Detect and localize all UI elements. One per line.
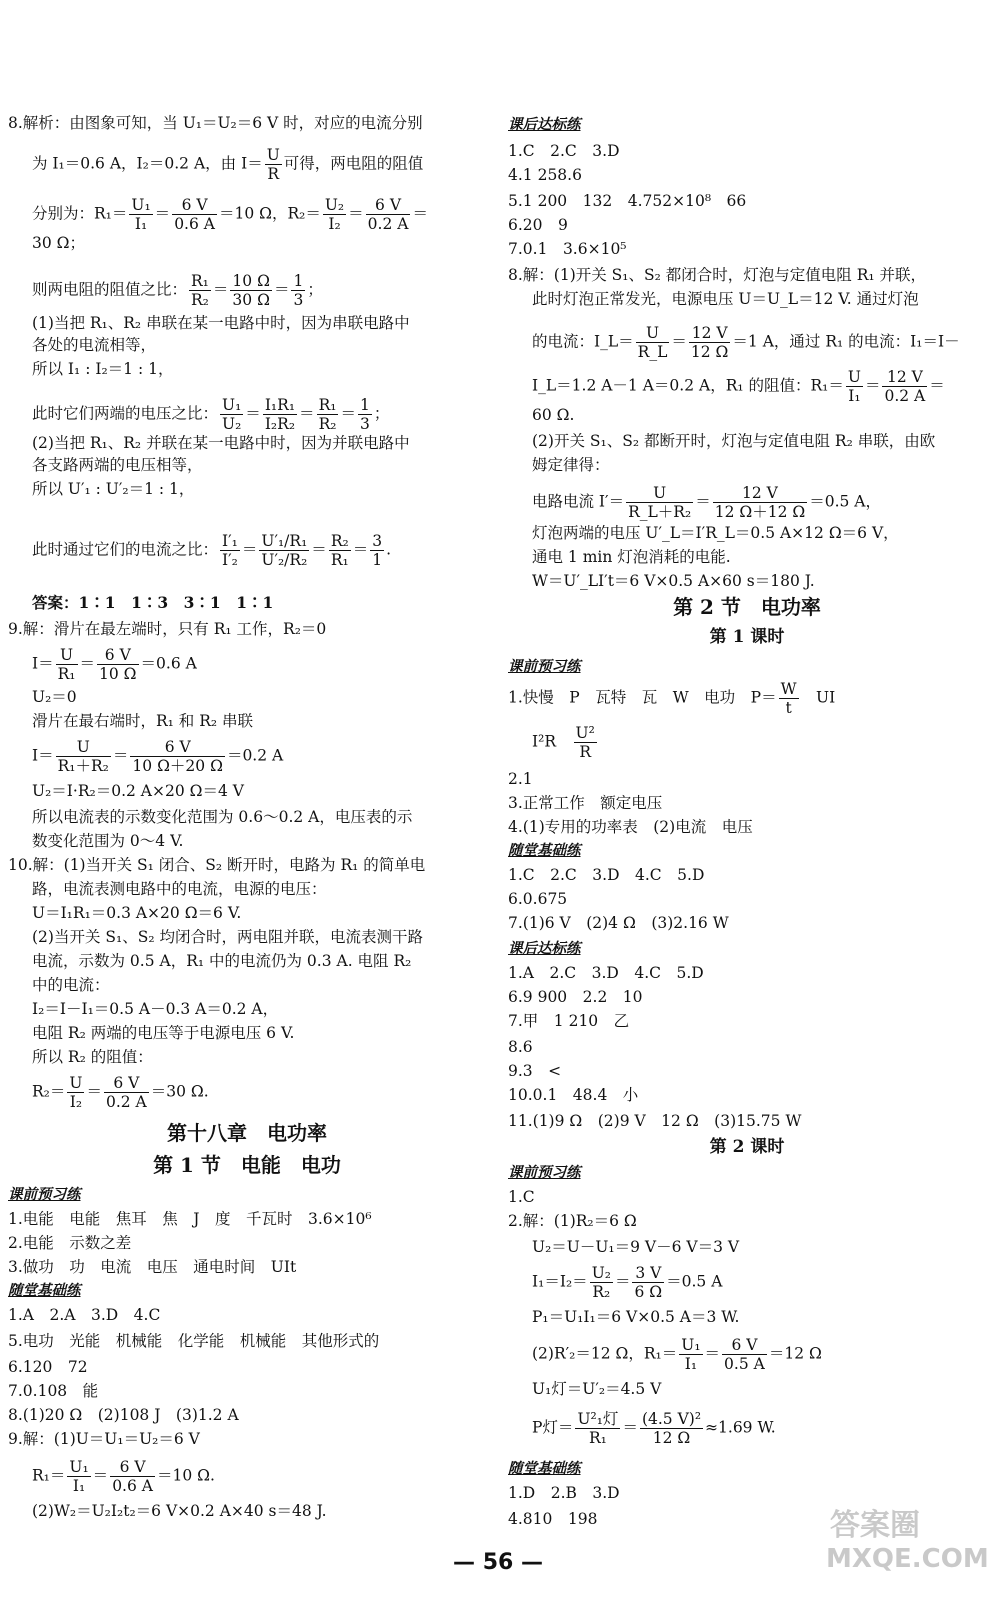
list-item: 1.A 2.C 3.D 4.C 5.D <box>508 964 704 982</box>
q10-line: I₂＝I－I₁＝0.5 A－0.3 A＝0.2 A， <box>32 1000 279 1018</box>
q8-line: 灯泡两端的电压 U′_L＝I′R_L＝0.5 A×12 Ω＝6 V， <box>532 524 899 542</box>
list-item: 6.9 900 2.2 10 <box>508 988 643 1006</box>
q8-line: 8.解：(1)开关 S₁、S₂ 都闭合时，灯泡与定值电阻 R₁ 并联， <box>508 266 927 284</box>
list-item: 3.正常工作 额定电压 <box>508 794 663 812</box>
q10-line: 电流，示数为 0.5 A，R₁ 中的电流仍为 0.3 A. 电阻 R₂ <box>32 952 412 970</box>
list-item: 7.甲 1 210 乙 <box>508 1012 630 1030</box>
q10-line: 路，电流表测电路中的电流，电源的电压： <box>32 880 327 898</box>
q10-line: (2)当开关 S₁、S₂ 均闭合时，两电阻并联，电流表测干路 <box>32 928 423 946</box>
q8-line: 此时通过它们的电流之比： $\frac{\text{I′₁}}{\text{I′₂}}$ ＝ $\frac{\text{U′₁/R₁}}{\text{U′₂/R₂}}$ ＝ $\frac{\text{R₂}}{\text{R₁}}$ ＝ $\frac{3}{1}$ . <box>32 532 392 569</box>
list-item: 11.(1)9 Ω (2)9 V 12 Ω (3)15.75 W <box>508 1112 802 1130</box>
section-title: 第 1 节 电能 电功 <box>153 1153 341 1177</box>
section-label: 随堂基础练 <box>8 1282 81 1299</box>
watermark-logo-text: 答案圈 <box>830 1508 920 1543</box>
q8-line: 30 Ω； <box>32 234 86 252</box>
q9-line: I＝ $\frac{U}{\text{R₁}}$ ＝ $\frac{6 V}{10 \Omega}$ ＝0.6 A <box>32 646 197 683</box>
q10-line: 所以 R₂ 的阻值： <box>32 1048 153 1066</box>
q8-line: (1)当把 R₁、R₂ 串联在某一电路中时，因为串联电路中 <box>32 314 410 332</box>
section-label: 课前预习练 <box>508 1164 581 1181</box>
q9-line: U₂＝0 <box>32 688 77 706</box>
list-item: U₂＝U－U₁＝9 V－6 V＝3 V <box>532 1238 740 1256</box>
list-item: 1.C <box>508 1188 535 1206</box>
list-item: 4.(1)专用的功率表 (2)电流 电压 <box>508 818 753 836</box>
list-item: 1.快慢 P 瓦特 瓦 W 电功 P＝ $\frac{W}{t}$ UI <box>508 680 836 717</box>
q2-line: P₁＝U₁I₁＝6 V×0.5 A＝3 W. <box>532 1308 740 1326</box>
list-item: 2.电能 示数之差 <box>8 1234 132 1252</box>
q2-line: P灯＝ $\frac{\text{U²₁灯}}{\text{R₁}}$ ＝ $\frac{\text{(4.5 V)²}}{12 \Omega}$ ≈1.69 W. <box>532 1410 776 1447</box>
q9-line: 滑片在最右端时，R₁ 和 R₂ 串联 <box>32 712 254 730</box>
q8-line: 则两电阻的阻值之比： $\frac{\text{R₁}}{\text{R₂}}$ ＝ $\frac{10 \Omega}{30 \Omega}$ ＝ $\frac{1}{3}$ ； <box>32 272 323 309</box>
q9-line: 所以电流表的示数变化范围为 0.6～0.2 A，电压表的示 <box>32 808 413 826</box>
list-item: 10.0.1 48.4 小 <box>508 1086 639 1104</box>
list-item: 8.6 <box>508 1038 533 1056</box>
section-label: 课前预习练 <box>8 1186 81 1203</box>
list-item: 1.电能 电能 焦耳 焦 J 度 千瓦时 3.6×10⁶ <box>8 1210 372 1228</box>
list-item: 1.C 2.C 3.D <box>508 142 620 160</box>
q9-line: U₂＝I·R₂＝0.2 A×20 Ω＝4 V <box>32 782 244 800</box>
list-item: 8.(1)20 Ω (2)108 J (3)1.2 A <box>8 1406 239 1424</box>
q8-line: 各处的电流相等， <box>32 336 157 354</box>
list-item: 9.3 < <box>508 1062 562 1080</box>
q8-line: 姆定律得： <box>532 456 610 474</box>
page-number: — 56 — <box>453 1550 543 1575</box>
list-item: 2.解：(1)R₂＝6 Ω <box>508 1212 637 1230</box>
list-item: 1.C 2.C 3.D 4.C 5.D <box>508 866 705 884</box>
list-item: 5.电功 光能 机械能 化学能 机械能 其他形式的 <box>8 1332 380 1350</box>
section-label: 随堂基础练 <box>508 1460 581 1477</box>
q9-line: 数变化范围为 0～4 V. <box>32 832 184 850</box>
q2-line: (2)R′₂＝12 Ω，R₁＝ $\frac{\text{U₁}}{\text{I₁}}$ ＝ $\frac{6 V}{0.5 A}$ ＝12 Ω <box>532 1336 822 1373</box>
q8-line: 电路电流 I′＝ $\frac{U}{\text{R\_L＋R₂}}$ ＝ $\frac{12 V}{12 \Omega+12 \Omega}$ ＝0.5 A， <box>532 484 881 521</box>
section-label: 课后达标练 <box>508 940 581 957</box>
section-label: 随堂基础练 <box>508 842 581 859</box>
q2-line: U₁灯＝U′₂＝4.5 V <box>532 1380 662 1398</box>
q8-line: (2)开关 S₁、S₂ 都断开时，灯泡与定值电阻 R₂ 串联，由欧 <box>532 432 936 450</box>
q8-line: 此时它们两端的电压之比： $\frac{\text{U₁}}{\text{U₂}}$ ＝ $\frac{\text{I₁R₁}}{\text{I₂R₂}}$ ＝ $\frac{\text{R₁}}{\text{R₂}}$ ＝ $\frac{1}{3}$ ； <box>32 396 390 433</box>
q10-line: R₂＝ $\frac{U}{\text{I₂}}$ ＝ $\frac{6 V}{0.2 A}$ ＝30 Ω. <box>32 1074 209 1111</box>
list-item: I²R $\frac{\text{U²}}{R}$ <box>532 724 595 761</box>
chapter-title: 第十八章 电功率 <box>167 1121 327 1145</box>
list-item: 1.A 2.A 3.D 4.C <box>8 1306 161 1324</box>
lesson-title: 第 1 课时 <box>709 627 785 647</box>
q10-line: 10.解：(1)当开关 S₁ 闭合、S₂ 断开时，电路为 R₁ 的简单电 <box>8 856 426 874</box>
q8-line: 60 Ω. <box>532 406 575 424</box>
section-title: 第 2 节 电功率 <box>673 595 821 619</box>
watermark <box>820 1500 989 1580</box>
list-item: 2.1 <box>508 770 533 788</box>
q8-line: 所以 I₁ : I₂＝1 : 1， <box>32 360 174 378</box>
list-item: (2)W₂＝U₂I₂t₂＝6 V×0.2 A×40 s＝48 J. <box>32 1502 327 1520</box>
list-item: 7.0.108 能 <box>8 1382 99 1400</box>
list-item: 7.(1)6 V (2)4 Ω (3)2.16 W <box>508 914 729 932</box>
list-item: 4.810 198 <box>508 1510 598 1528</box>
q10-line: U＝I₁R₁＝0.3 A×20 Ω＝6 V. <box>32 904 242 922</box>
q9-line: 9.解：滑片在最左端时，只有 R₁ 工作，R₂＝0 <box>8 620 327 638</box>
list-item: 1.D 2.B 3.D <box>508 1484 620 1502</box>
list-item: 5.1 200 132 4.752×10⁸ 66 <box>508 192 747 210</box>
q10-line: 中的电流： <box>32 976 110 994</box>
list-item: 3.做功 功 电流 电压 通电时间 UIt <box>8 1258 297 1276</box>
list-item: 6.20 9 <box>508 216 568 234</box>
q8-line: 各支路两端的电压相等， <box>32 456 203 474</box>
list-item: 6.120 72 <box>8 1358 88 1376</box>
q9-line: I＝ $\frac{U}{\text{R₁＋R₂}}$ ＝ $\frac{6 V}{10 \Omega+20 \Omega}$ ＝0.2 A <box>32 738 284 775</box>
q8-line: 分别为：R₁＝ $\frac{\text{U₁}}{\text{I₁}}$ ＝ $\frac{6 V}{0.6 A}$ ＝10 Ω，R₂＝ $\frac{\text{U₂}}{\text{I₂}}$ ＝ $\frac{6 V}{0.2 A}$ ＝ <box>32 196 428 233</box>
q8-line: 此时灯泡正常发光，电源电压 U＝U_L＝12 V. 通过灯泡 <box>532 290 919 308</box>
watermark-url-text: MXQE.COM <box>826 1544 989 1574</box>
q8-line: 通电 1 min 灯泡消耗的电能. <box>532 548 731 566</box>
lesson-title: 第 2 课时 <box>709 1137 785 1157</box>
q2-line: I₁＝I₂＝ $\frac{\text{U₂}}{\text{R₂}}$ ＝ $\frac{3 V}{6 \Omega}$ ＝0.5 A <box>532 1264 723 1301</box>
list-item: 4.1 258.6 <box>508 166 582 184</box>
section-label: 课后达标练 <box>508 116 581 133</box>
q8-line: 的电流：I_L＝ $\frac{U}{R\_L}$ ＝ $\frac{12 V}{12 \Omega}$ ＝1 A，通过 R₁ 的电流：I₁＝I－ <box>532 324 960 361</box>
q8-line: (2)当把 R₁、R₂ 并联在某一电路中时，因为并联电路中 <box>32 434 410 452</box>
list-item: 7.0.1 3.6×10⁵ <box>508 240 627 258</box>
list-item: 9.解：(1)U＝U₁＝U₂＝6 V <box>8 1430 200 1448</box>
q8-line: I_L＝1.2 A－1 A＝0.2 A，R₁ 的阻值：R₁＝ $\frac{U}{\text{I₁}}$ ＝ $\frac{12 V}{0.2 A}$ ＝ <box>532 368 945 405</box>
q10-line: 电阻 R₂ 两端的电压等于电源电压 6 V. <box>32 1024 295 1042</box>
list-item: 6.0.675 <box>508 890 568 908</box>
answer-line: 答案：1∶1 1∶3 3∶1 1∶1 <box>32 593 274 612</box>
section-label: 课前预习练 <box>508 658 581 675</box>
q8-line: 所以 U′₁ : U′₂＝1 : 1， <box>32 480 195 498</box>
q9b-line: R₁＝ $\frac{\text{U₁}}{\text{I₁}}$ ＝ $\frac{6 V}{0.6 A}$ ＝10 Ω. <box>32 1458 215 1495</box>
q8-line: 8.解析：由图象可知，当 U₁＝U₂＝6 V 时，对应的电流分别 <box>8 114 423 132</box>
q8-line: W＝U′_LI′t＝6 V×0.5 A×60 s＝180 J. <box>532 572 815 590</box>
q8-line: 为 I₁＝0.6 A，I₂＝0.2 A，由 I＝ $\frac{U}{R}$ 可得，两电阻的阻值 <box>32 146 424 183</box>
